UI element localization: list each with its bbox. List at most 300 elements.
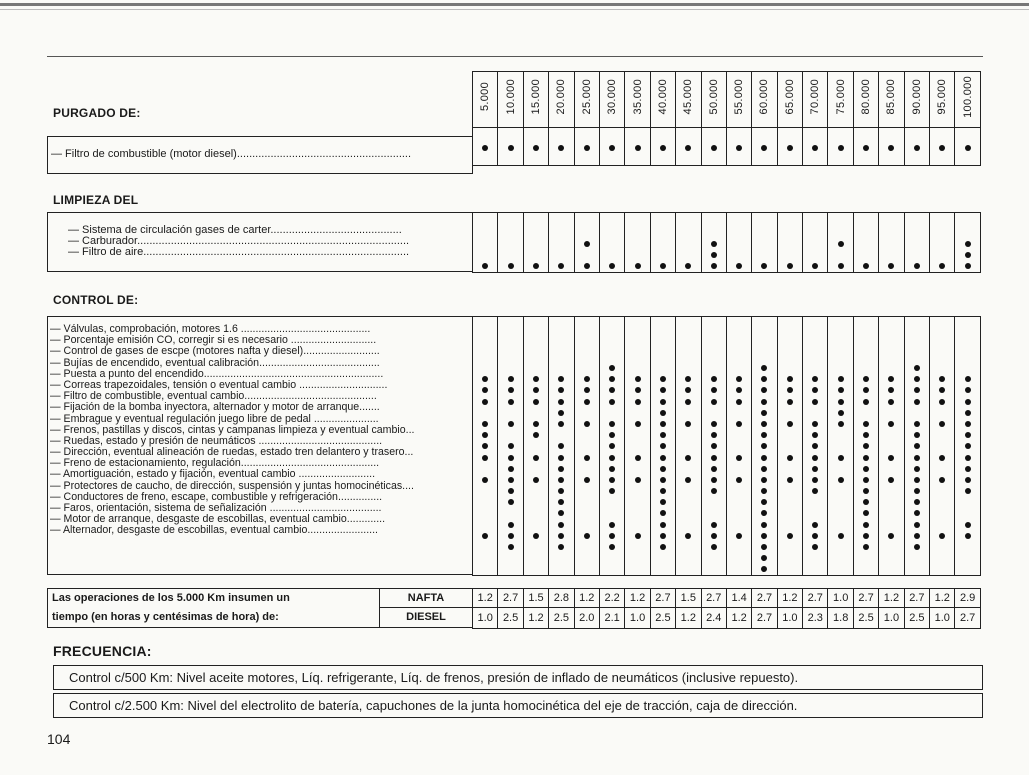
interval-cell [752, 317, 777, 576]
service-dot [736, 421, 742, 427]
interval-cell [523, 128, 548, 166]
service-dot [838, 533, 844, 539]
limpieza-items [68, 225, 409, 259]
service-dot [787, 455, 793, 461]
time-cell: 1.2 [676, 608, 701, 629]
km-header-label: 5.000 [479, 82, 492, 112]
service-dot [812, 399, 818, 405]
interval-cell [701, 128, 726, 166]
service-dot [812, 443, 818, 449]
km-header-cell [904, 72, 929, 128]
service-dot [863, 522, 869, 528]
service-dot [761, 365, 767, 371]
control-item: — Filtro de combustible, eventual cambio............................................. [50, 391, 377, 403]
service-dot [812, 421, 818, 427]
service-dot [685, 533, 691, 539]
diesel-time-row [473, 608, 981, 629]
service-dot [736, 387, 742, 393]
control-item: — Protectores de caucho, de dirección, suspensión y juntas homocinéticas.... [50, 480, 414, 492]
service-dot [888, 376, 894, 382]
frecuencia-title: FRECUENCIA: [53, 643, 152, 659]
km-header-cell [676, 72, 701, 128]
service-dot [711, 477, 717, 483]
service-dot [838, 145, 844, 151]
time-cell: 2.7 [955, 608, 980, 629]
km-header-cell [930, 72, 955, 128]
service-dot [965, 421, 971, 427]
time-cell: 1.8 [828, 608, 853, 629]
service-dot [863, 533, 869, 539]
service-dot [863, 455, 869, 461]
service-dot [812, 488, 818, 494]
service-dot [660, 376, 666, 382]
service-dot [635, 477, 641, 483]
service-dot [533, 145, 539, 151]
service-dot [761, 410, 767, 416]
service-dot [635, 455, 641, 461]
service-dot [761, 533, 767, 539]
service-dot [939, 399, 945, 405]
service-dot [939, 477, 945, 483]
service-dot [584, 477, 590, 483]
control-item: — Ruedas, estado y presión de neumáticos .......................................... [50, 435, 383, 447]
service-dot [508, 263, 514, 269]
interval-cell [599, 317, 624, 576]
service-dot [558, 263, 564, 269]
interval-cell [803, 317, 828, 576]
time-cell: 1.0 [777, 608, 802, 629]
service-dot [533, 432, 539, 438]
service-dot [761, 522, 767, 528]
km-header-label: 85.000 [885, 79, 898, 115]
km-header-label: 10.000 [504, 79, 517, 115]
service-dot [660, 455, 666, 461]
service-dot [482, 421, 488, 427]
interval-cell [853, 128, 878, 166]
service-dot [635, 421, 641, 427]
km-header-cell [879, 72, 904, 128]
service-dot [508, 533, 514, 539]
interval-cell [523, 213, 548, 273]
service-dot [914, 499, 920, 505]
control-item: — Correas trapezoidales, tensión o eventual cambio .............................. [50, 379, 388, 391]
service-dot [939, 421, 945, 427]
service-dot [787, 399, 793, 405]
service-dot [914, 522, 920, 528]
time-cell: 1.2 [574, 589, 599, 608]
service-dot [939, 533, 945, 539]
service-dot [660, 145, 666, 151]
service-dot [685, 477, 691, 483]
service-dot [584, 533, 590, 539]
km-header-cell [828, 72, 853, 128]
service-dot [838, 376, 844, 382]
service-dot [584, 421, 590, 427]
service-dot [812, 466, 818, 472]
service-dot [939, 263, 945, 269]
interval-cell [650, 128, 675, 166]
limpieza-title: LIMPIEZA DEL [53, 193, 139, 207]
service-dot [761, 488, 767, 494]
service-dot [914, 432, 920, 438]
service-dot [965, 376, 971, 382]
service-dot [965, 455, 971, 461]
km-header-label: 60.000 [758, 79, 771, 115]
limpieza-item: — Filtro de aire....................................................................................... [68, 247, 410, 259]
service-dot [508, 455, 514, 461]
service-dot [558, 488, 564, 494]
times-label-line1: Las operaciones de los 5.000 Km insumen un [52, 592, 290, 604]
service-dot [863, 421, 869, 427]
service-dot [584, 241, 590, 247]
time-cell: 2.5 [904, 608, 929, 629]
km-header-cell [853, 72, 878, 128]
service-dot [635, 399, 641, 405]
service-dot [609, 455, 615, 461]
service-dot [609, 376, 615, 382]
service-dot [914, 544, 920, 550]
interval-cell [853, 317, 878, 576]
service-dot [914, 399, 920, 405]
interval-cell [701, 213, 726, 273]
service-dot [863, 443, 869, 449]
service-dot [711, 466, 717, 472]
service-dot [736, 477, 742, 483]
interval-cell [549, 128, 574, 166]
service-dot [558, 443, 564, 449]
service-dot [812, 455, 818, 461]
service-dot [863, 263, 869, 269]
time-cell: 1.0 [930, 608, 955, 629]
service-dot [965, 252, 971, 258]
service-dot [584, 376, 590, 382]
service-dot [533, 399, 539, 405]
interval-cell [599, 128, 624, 166]
service-dot [482, 376, 488, 382]
time-cell: 2.0 [574, 608, 599, 629]
service-dot [533, 477, 539, 483]
service-dot [761, 466, 767, 472]
time-cell: 1.5 [676, 589, 701, 608]
service-dot [939, 455, 945, 461]
service-dot [761, 399, 767, 405]
service-dot [863, 399, 869, 405]
service-dot [711, 387, 717, 393]
service-dot [533, 533, 539, 539]
control-items [50, 324, 414, 537]
service-dot [711, 455, 717, 461]
interval-cell [803, 213, 828, 273]
km-header-cell [625, 72, 650, 128]
interval-cell [498, 128, 523, 166]
nafta-label: NAFTA [379, 588, 473, 608]
service-dot [609, 533, 615, 539]
service-dot [787, 263, 793, 269]
service-dot [812, 387, 818, 393]
frecuencia-line1: Control c/500 Km: Nivel aceite motores, Líq. refrigerante, Líq. de frenos, presión de inflado de neumáticos (inclusive repuesto). [53, 665, 983, 690]
service-dot [508, 466, 514, 472]
service-dot [711, 432, 717, 438]
service-dot [711, 241, 717, 247]
service-dot [863, 145, 869, 151]
purgado-title: PURGADO DE: [53, 106, 141, 120]
control-item: — Faros, orientación, sistema de señalización ...................................... [50, 503, 382, 514]
time-cell: 1.2 [473, 589, 498, 608]
time-cell: 1.5 [523, 589, 548, 608]
service-dot [482, 443, 488, 449]
km-header-cell [752, 72, 777, 128]
interval-cell [777, 128, 802, 166]
service-dot [736, 263, 742, 269]
service-dot [482, 432, 488, 438]
dot-row [473, 317, 981, 576]
interval-cell [777, 317, 802, 576]
service-dot [965, 399, 971, 405]
interval-cell [828, 317, 853, 576]
control-item: — Control de gases de escpe (motores nafta y diesel).......................... [50, 346, 380, 358]
km-header-cell [523, 72, 548, 128]
service-dot [533, 376, 539, 382]
km-header-label: 30.000 [606, 79, 619, 115]
interval-cell [955, 213, 980, 273]
service-dot [711, 544, 717, 550]
service-dot [558, 421, 564, 427]
service-dot [482, 455, 488, 461]
service-dot [584, 399, 590, 405]
service-dot [508, 399, 514, 405]
service-dot [635, 533, 641, 539]
service-dot [609, 432, 615, 438]
service-dot [914, 477, 920, 483]
service-dot [711, 522, 717, 528]
dot-row [473, 213, 981, 273]
service-dot [787, 376, 793, 382]
service-dot [863, 376, 869, 382]
service-dot [660, 533, 666, 539]
service-dot [838, 263, 844, 269]
service-dot [660, 410, 666, 416]
service-dot [863, 510, 869, 516]
service-dot [508, 443, 514, 449]
service-dot [761, 443, 767, 449]
service-dot [635, 145, 641, 151]
service-dot [761, 145, 767, 151]
service-dot [838, 477, 844, 483]
interval-cell [574, 213, 599, 273]
service-dot [558, 499, 564, 505]
control-grid [472, 316, 981, 576]
service-dot [711, 533, 717, 539]
service-dot [609, 443, 615, 449]
service-dot [863, 466, 869, 472]
time-cell: 2.2 [599, 589, 624, 608]
time-cell: 2.5 [549, 608, 574, 629]
service-dot [761, 455, 767, 461]
time-cell: 2.7 [904, 589, 929, 608]
service-dot [685, 376, 691, 382]
service-dot [508, 477, 514, 483]
service-dot [660, 477, 666, 483]
service-dot [863, 544, 869, 550]
service-dot [685, 145, 691, 151]
interval-cell [625, 128, 650, 166]
service-dot [609, 421, 615, 427]
service-dot [533, 455, 539, 461]
header-rule [47, 56, 983, 57]
control-item: — Motor de arranque, desgaste de escobillas, eventual cambio............. [50, 514, 386, 526]
diesel-label: DIESEL [379, 607, 473, 628]
service-dot [965, 145, 971, 151]
service-dot [558, 376, 564, 382]
service-dot [685, 455, 691, 461]
service-dot [584, 263, 590, 269]
service-dot [761, 477, 767, 483]
service-dot [736, 145, 742, 151]
interval-cell [498, 213, 523, 273]
service-dot [635, 263, 641, 269]
interval-cell [930, 317, 955, 576]
service-dot [812, 263, 818, 269]
km-header-label: 80.000 [860, 79, 873, 115]
interval-cell [650, 213, 675, 273]
service-dot [609, 145, 615, 151]
service-dot [914, 488, 920, 494]
interval-cell [879, 128, 904, 166]
service-dot [812, 376, 818, 382]
service-dot [838, 455, 844, 461]
service-dot [736, 376, 742, 382]
interval-cell [955, 128, 980, 166]
control-item: — Freno de estacionamiento, regulación............................................... [50, 458, 380, 470]
top-rule [0, 3, 1029, 6]
interval-cell [549, 317, 574, 576]
time-cell: 1.4 [726, 589, 751, 608]
control-item: — Embrague y eventual regulación juego libre de pedal ...................... [50, 413, 379, 425]
interval-cell [574, 128, 599, 166]
service-dot [761, 432, 767, 438]
service-dot [787, 477, 793, 483]
time-cell: 1.0 [473, 608, 498, 629]
interval-cell [930, 128, 955, 166]
interval-cell [853, 213, 878, 273]
control-title: CONTROL DE: [53, 293, 139, 307]
service-dot [761, 544, 767, 550]
service-dot [711, 443, 717, 449]
service-dot [965, 263, 971, 269]
service-dot [558, 522, 564, 528]
top-rule-thin [0, 9, 1029, 10]
km-header-label: 25.000 [580, 79, 593, 115]
time-cell: 1.2 [879, 589, 904, 608]
service-dot [888, 387, 894, 393]
time-cell: 2.1 [599, 608, 624, 629]
interval-cell [726, 128, 751, 166]
service-dot [533, 387, 539, 393]
service-dot [660, 522, 666, 528]
interval-cell [676, 317, 701, 576]
times-label-box [47, 588, 380, 628]
dot-row [473, 128, 981, 166]
limpieza-grid [472, 212, 981, 273]
times-grid [472, 588, 981, 629]
service-dot [609, 387, 615, 393]
service-dot [914, 455, 920, 461]
service-dot [508, 488, 514, 494]
service-dot [660, 499, 666, 505]
control-items-box [47, 316, 473, 575]
interval-cell [803, 128, 828, 166]
service-dot [863, 477, 869, 483]
service-dot [838, 410, 844, 416]
service-dot [838, 241, 844, 247]
purgado-items-box [47, 136, 473, 174]
interval-cell [676, 213, 701, 273]
service-dot [584, 145, 590, 151]
time-cell: 1.2 [777, 589, 802, 608]
interval-cell [904, 128, 929, 166]
interval-cell [473, 213, 498, 273]
interval-cell [904, 213, 929, 273]
interval-cell [498, 317, 523, 576]
time-cell: 1.2 [523, 608, 548, 629]
service-dot [736, 533, 742, 539]
service-dot [787, 145, 793, 151]
service-dot [558, 533, 564, 539]
service-dot [558, 387, 564, 393]
interval-cell [473, 128, 498, 166]
control-item: — Alternador, desgaste de escobillas, eventual cambio........................ [50, 525, 378, 537]
service-dot [558, 455, 564, 461]
time-cell: 1.2 [930, 589, 955, 608]
service-dot [711, 421, 717, 427]
service-dot [812, 533, 818, 539]
limpieza-item: — Sistema de circulación gases de carter........................................... [68, 225, 402, 236]
service-dot [888, 145, 894, 151]
control-item: — Conductores de freno, escape, combustible y refrigeración............... [50, 491, 383, 503]
interval-cell [752, 128, 777, 166]
time-cell: 2.7 [752, 589, 777, 608]
km-header-cell [574, 72, 599, 128]
service-dot [761, 376, 767, 382]
service-dot [533, 421, 539, 427]
service-dot [787, 387, 793, 393]
km-header-label: 100.000 [961, 76, 974, 118]
service-dot [711, 252, 717, 258]
service-dot [812, 522, 818, 528]
service-dot [584, 387, 590, 393]
service-dot [685, 263, 691, 269]
km-header-label: 40.000 [656, 79, 669, 115]
service-dot [914, 387, 920, 393]
purgado-grid [472, 71, 981, 166]
km-header-label: 90.000 [910, 79, 923, 115]
km-header-label: 95.000 [936, 79, 949, 115]
service-dot [660, 544, 666, 550]
service-dot [761, 566, 767, 572]
service-dot [965, 533, 971, 539]
control-item: — Dirección, eventual alineación de ruedas, estado tren delantero y trasero... [50, 447, 414, 459]
service-dot [838, 421, 844, 427]
service-dot [888, 477, 894, 483]
km-header-cell [777, 72, 802, 128]
service-dot [761, 510, 767, 516]
interval-cell [777, 213, 802, 273]
km-header-cell [803, 72, 828, 128]
service-dot [761, 387, 767, 393]
km-header-label: 55.000 [733, 79, 746, 115]
km-header-label: 45.000 [682, 79, 695, 115]
time-cell: 2.7 [803, 589, 828, 608]
